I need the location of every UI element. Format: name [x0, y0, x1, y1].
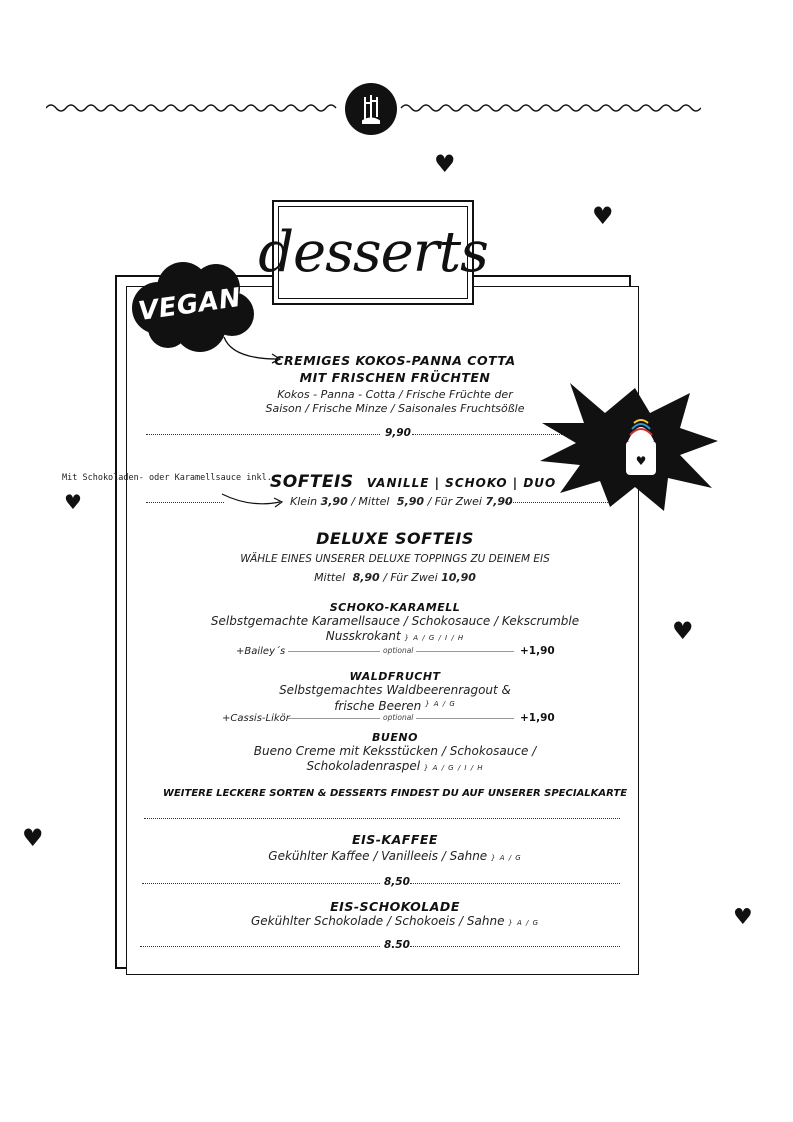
- eisschoko-price: 8.50: [384, 939, 410, 951]
- deluxe-item-desc: Bueno Creme mit Keksstücken / Schokosauce /: [253, 744, 537, 758]
- panna-price: 9,90: [385, 427, 411, 439]
- deluxe-item-name: BUENO: [372, 731, 418, 744]
- eisschoko-desc: Gekühlter Schokolade / Schokoeis / Sahne } A / G: [250, 914, 539, 928]
- title-box: [258, 200, 488, 305]
- extra-label: +Bailey´s: [236, 646, 286, 657]
- eisschoko-title: EIS-SCHOKOLADE: [330, 899, 460, 914]
- extra-label: +Cassis-Likör: [222, 713, 290, 724]
- panna-desc-1: Kokos - Panna - Cotta / Frische Früchte der: [277, 388, 513, 401]
- heart-icon: ♥: [592, 202, 614, 230]
- heart-icon: ♥: [64, 490, 82, 514]
- eiskaffee-desc: Gekühlter Kaffee / Vanilleeis / Sahne } A / G: [268, 849, 522, 863]
- dotted-leader: [146, 502, 224, 503]
- deluxe-item-desc: Selbstgemachtes Waldbeerenragout &: [279, 683, 511, 697]
- dotted-leader: [146, 434, 380, 435]
- extra-optional: optional: [380, 646, 416, 655]
- deluxe-item-name: WALDFRUCHT: [349, 670, 441, 683]
- panna-title-1: CREMIGES KOKOS-PANNA COTTA: [274, 353, 516, 368]
- softeis-title: SOFTEIS: [270, 472, 354, 492]
- heart-icon: ♥: [672, 617, 694, 645]
- eiskaffee-price: 8,50: [384, 876, 410, 888]
- dotted-divider: [144, 818, 620, 819]
- vegan-badge-label: VEGAN: [136, 282, 244, 328]
- deluxe-title: DELUXE SOFTEIS: [316, 529, 474, 548]
- extra-price: +1,90: [520, 645, 555, 657]
- extra-price: +1,90: [520, 712, 555, 724]
- softeis-flavors: VANILLE | SCHOKO | DUO: [366, 476, 557, 490]
- dotted-leader: [410, 883, 620, 884]
- heart-icon: ♥: [22, 824, 44, 852]
- heart-icon: ♥: [733, 905, 753, 930]
- deluxe-footer: WEITERE LECKERE SORTEN & DESSERTS FINDEST DU AUF UNSERER SPECIALKARTE: [162, 788, 628, 799]
- dotted-leader: [142, 883, 380, 884]
- deluxe-item-desc-2: frische Beeren $^{\} A / G}$: [334, 699, 456, 713]
- deluxe-prices: Mittel 8,90 / Für Zwei 10,90: [314, 571, 476, 584]
- panna-desc-2: Saison / Frische Minze / Saisonales Fruchtsößle: [265, 402, 525, 415]
- brand-logo: [345, 83, 397, 135]
- deluxe-subtitle: WÄHLE EINES UNSERER DELUXE TOPPINGS ZU DEINEM EIS: [240, 553, 550, 565]
- softeis-starburst: [540, 383, 720, 513]
- dotted-leader: [140, 946, 380, 947]
- panna-title-2: MIT FRISCHEN FRÜCHTEN: [299, 370, 491, 385]
- page-title: desserts: [258, 219, 488, 285]
- softeis-prices: Klein 3,90 / Mittel 5,90 / Für Zwei 7,90: [290, 495, 513, 508]
- softeis-heading: [270, 472, 556, 492]
- eiskaffee-title: EIS-KAFFEE: [352, 832, 438, 847]
- deluxe-item-name: SCHOKO-KARAMELL: [329, 601, 461, 614]
- extra-optional: optional: [380, 713, 416, 722]
- deluxe-item-desc: Selbstgemachte Karamellsauce / Schokosauce / Kekscrumble: [210, 614, 580, 628]
- dotted-leader: [505, 502, 608, 503]
- deluxe-item-desc-2: Schokoladenraspel } A / G / I / H: [306, 759, 484, 773]
- dotted-leader: [410, 946, 620, 947]
- svg-text:♥: ♥: [635, 454, 647, 468]
- deluxe-item-desc-2: Nusskrokant } A / G / I / H: [325, 629, 465, 643]
- heart-icon: ♥: [434, 150, 456, 178]
- side-note: Mit Schokoladen- oder Karamellsauce inkl.: [62, 473, 272, 483]
